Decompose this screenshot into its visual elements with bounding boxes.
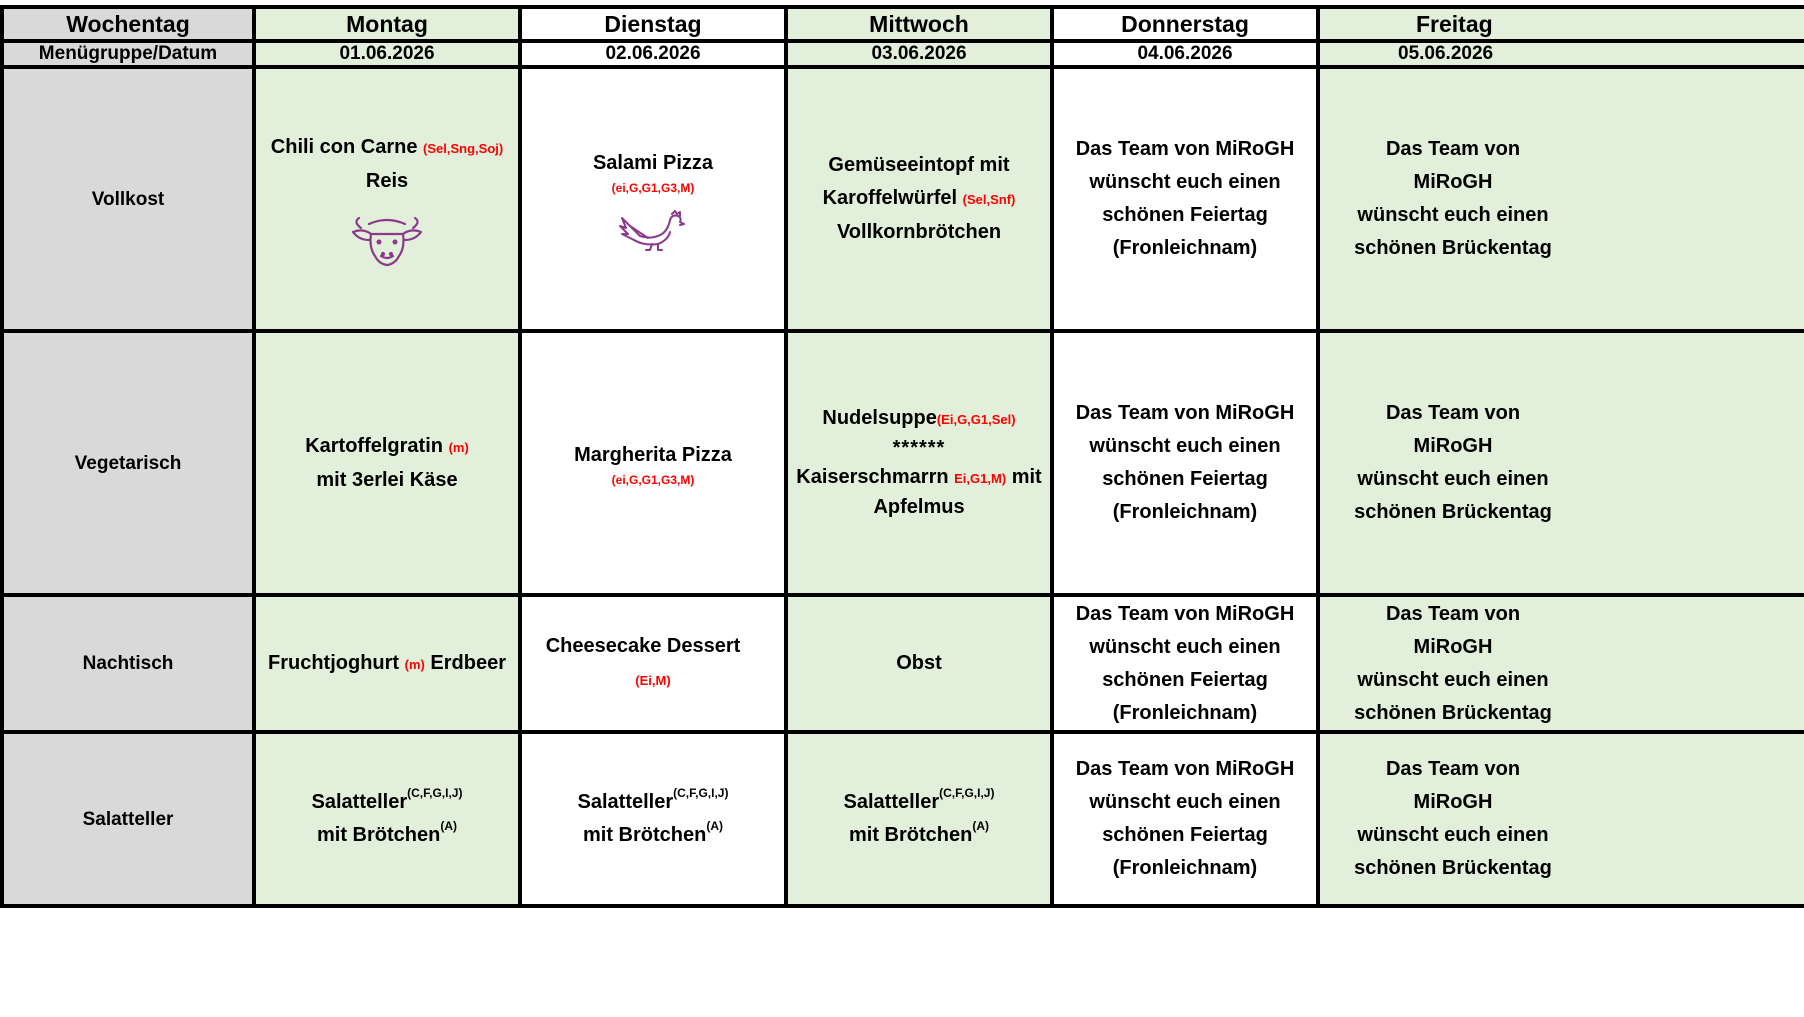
holiday-text: (Fronleichnam) [1112, 701, 1258, 724]
cell-vegetarisch-tuesday [520, 331, 786, 595]
allergen-info: (C,F,G,I,J) [407, 786, 463, 800]
cell-vegetarisch-wednesday [786, 331, 1052, 595]
day-thursday: Donnerstag [1052, 7, 1318, 41]
dish-name: Fruchtjoghurt [267, 651, 400, 674]
holiday-text: Das Team von MiRoGH [1075, 138, 1295, 160]
holiday-text: (Fronleichnam) [1112, 237, 1258, 259]
dish-line: mit 3erlei Käse [316, 468, 458, 491]
date-friday: 05.06.2026 [1318, 41, 1804, 67]
allergen-info: (ei,G,G1,G3,M) [611, 472, 695, 487]
holiday-text: Das Team von MiRoGH [1385, 758, 1521, 813]
dish-separator: ****** [892, 437, 946, 459]
cell-vegetarisch-friday [1318, 331, 1804, 595]
holiday-text: wünscht euch einen [1357, 668, 1549, 691]
dish-name: Nudelsuppe [822, 407, 937, 429]
allergen-info: (Ei,M) [635, 673, 671, 688]
holiday-text: Das Team von MiRoGH [1075, 602, 1295, 625]
cell-nachtisch-wednesday: Obst [786, 595, 1052, 732]
row-label-salatteller: Salatteller [2, 732, 254, 906]
dish-name: Salami Pizza [592, 151, 714, 174]
cell-salatteller-tuesday [520, 732, 786, 906]
dish-line: Vollkornbrötchen [836, 221, 1002, 243]
allergen-info: (A) [972, 819, 989, 833]
dish-side: Reis [365, 169, 409, 192]
dish-line: mit [1011, 466, 1042, 488]
weekday-label: Wochentag [2, 7, 254, 41]
chicken-icon [618, 210, 688, 252]
holiday-text: (Fronleichnam) [1112, 501, 1258, 523]
cell-salatteller-friday [1318, 732, 1804, 906]
allergen-info: (Sel,Sng,Soj) [423, 140, 504, 156]
allergen-info: (C,F,G,I,J) [673, 786, 729, 800]
holiday-text: Das Team von MiRoGH [1385, 402, 1521, 457]
weekday-row [2, 7, 1804, 41]
allergen-info: (m) [448, 439, 469, 455]
holiday-text: schönen Feiertag [1102, 204, 1268, 226]
holiday-text: Das Team von MiRoGH [1075, 758, 1295, 780]
date-tuesday: 02.06.2026 [520, 41, 786, 67]
day-tuesday: Dienstag [520, 7, 786, 41]
cell-salatteller-wednesday [786, 732, 1052, 906]
holiday-text: wünscht euch einen [1357, 824, 1549, 846]
cow-head-icon [349, 212, 425, 268]
dish-side: mit Brötchen [582, 824, 707, 846]
holiday-text: wünscht euch einen [1089, 435, 1281, 457]
dish-name: Salatteller [311, 791, 408, 813]
allergen-info: (m) [404, 656, 425, 672]
allergen-info: (ei,G,G1,G3,M) [611, 180, 695, 195]
row-salatteller [2, 732, 1804, 906]
dish-name: Chili con Carne [270, 135, 418, 158]
holiday-text: schönen Brückentag [1354, 857, 1552, 879]
cell-vegetarisch-thursday [1052, 331, 1318, 595]
holiday-text: schönen Feiertag [1102, 824, 1268, 846]
dish-line: Karoffelwürfel [822, 187, 958, 209]
holiday-text: schönen Brückentag [1354, 701, 1552, 724]
dish-line: Apfelmus [873, 496, 965, 518]
holiday-text: wünscht euch einen [1089, 171, 1281, 193]
cell-vollkost-tuesday [520, 67, 786, 331]
day-friday: Freitag [1318, 7, 1804, 41]
holiday-text: schönen Feiertag [1102, 468, 1268, 490]
date-wednesday: 03.06.2026 [786, 41, 1052, 67]
dish-name: Kartoffelgratin [305, 434, 443, 457]
allergen-info: (A) [706, 819, 723, 833]
row-label-vollkost: Vollkost [2, 67, 254, 331]
row-nachtisch [2, 595, 1804, 732]
holiday-text: (Fronleichnam) [1112, 857, 1258, 879]
cell-nachtisch-friday [1318, 595, 1804, 732]
holiday-text: wünscht euch einen [1357, 468, 1549, 490]
dish-name: Salatteller [577, 791, 674, 813]
cell-nachtisch-thursday [1052, 595, 1318, 732]
cell-salatteller-thursday [1052, 732, 1318, 906]
holiday-text: wünscht euch einen [1089, 791, 1281, 813]
dish-name: Salatteller [843, 791, 940, 813]
dish-line: Erdbeer [430, 651, 507, 674]
allergen-info: (A) [440, 819, 457, 833]
cell-vollkost-thursday [1052, 67, 1318, 331]
date-label: Menügruppe/Datum [2, 41, 254, 67]
dish-name: Margherita Pizza [574, 443, 732, 466]
holiday-text: schönen Feiertag [1102, 668, 1268, 691]
cell-vollkost-monday [254, 67, 520, 331]
date-monday: 01.06.2026 [254, 41, 520, 67]
holiday-text: wünscht euch einen [1089, 635, 1281, 658]
row-label-vegetarisch: Vegetarisch [2, 331, 254, 595]
weekly-menu-table [0, 5, 1804, 908]
cell-nachtisch-monday [254, 595, 520, 732]
dish-side: mit Brötchen [316, 824, 441, 846]
cell-salatteller-monday [254, 732, 520, 906]
allergen-info: (Ei,G,G1,Sel) [936, 412, 1016, 427]
cell-vollkost-friday [1318, 67, 1804, 331]
row-vollkost [2, 67, 1804, 331]
holiday-text: schönen Brückentag [1354, 237, 1552, 259]
allergen-info: (C,F,G,I,J) [939, 786, 995, 800]
date-row [2, 41, 1804, 67]
holiday-text: wünscht euch einen [1357, 204, 1549, 226]
allergen-info: (Sel,Snf) [962, 192, 1016, 207]
holiday-text: Das Team von MiRoGH [1385, 138, 1521, 193]
dish-side: mit Brötchen [848, 824, 973, 846]
dish-name: Kaiserschmarrn [796, 466, 949, 488]
day-wednesday: Mittwoch [786, 7, 1052, 41]
allergen-info: Ei,G1,M) [954, 471, 1007, 486]
dish-line: Gemüseeintopf mit [828, 154, 1010, 176]
cell-vollkost-wednesday [786, 67, 1052, 331]
dish-name: Cheesecake Dessert [545, 635, 741, 657]
cell-nachtisch-tuesday [520, 595, 786, 732]
holiday-text: schönen Brückentag [1354, 501, 1552, 523]
day-monday: Montag [254, 7, 520, 41]
row-label-nachtisch: Nachtisch [2, 595, 254, 732]
holiday-text: Das Team von MiRoGH [1385, 602, 1521, 658]
date-thursday: 04.06.2026 [1052, 41, 1318, 67]
holiday-text: Das Team von MiRoGH [1075, 402, 1295, 424]
cell-vegetarisch-monday [254, 331, 520, 595]
row-vegetarisch [2, 331, 1804, 595]
